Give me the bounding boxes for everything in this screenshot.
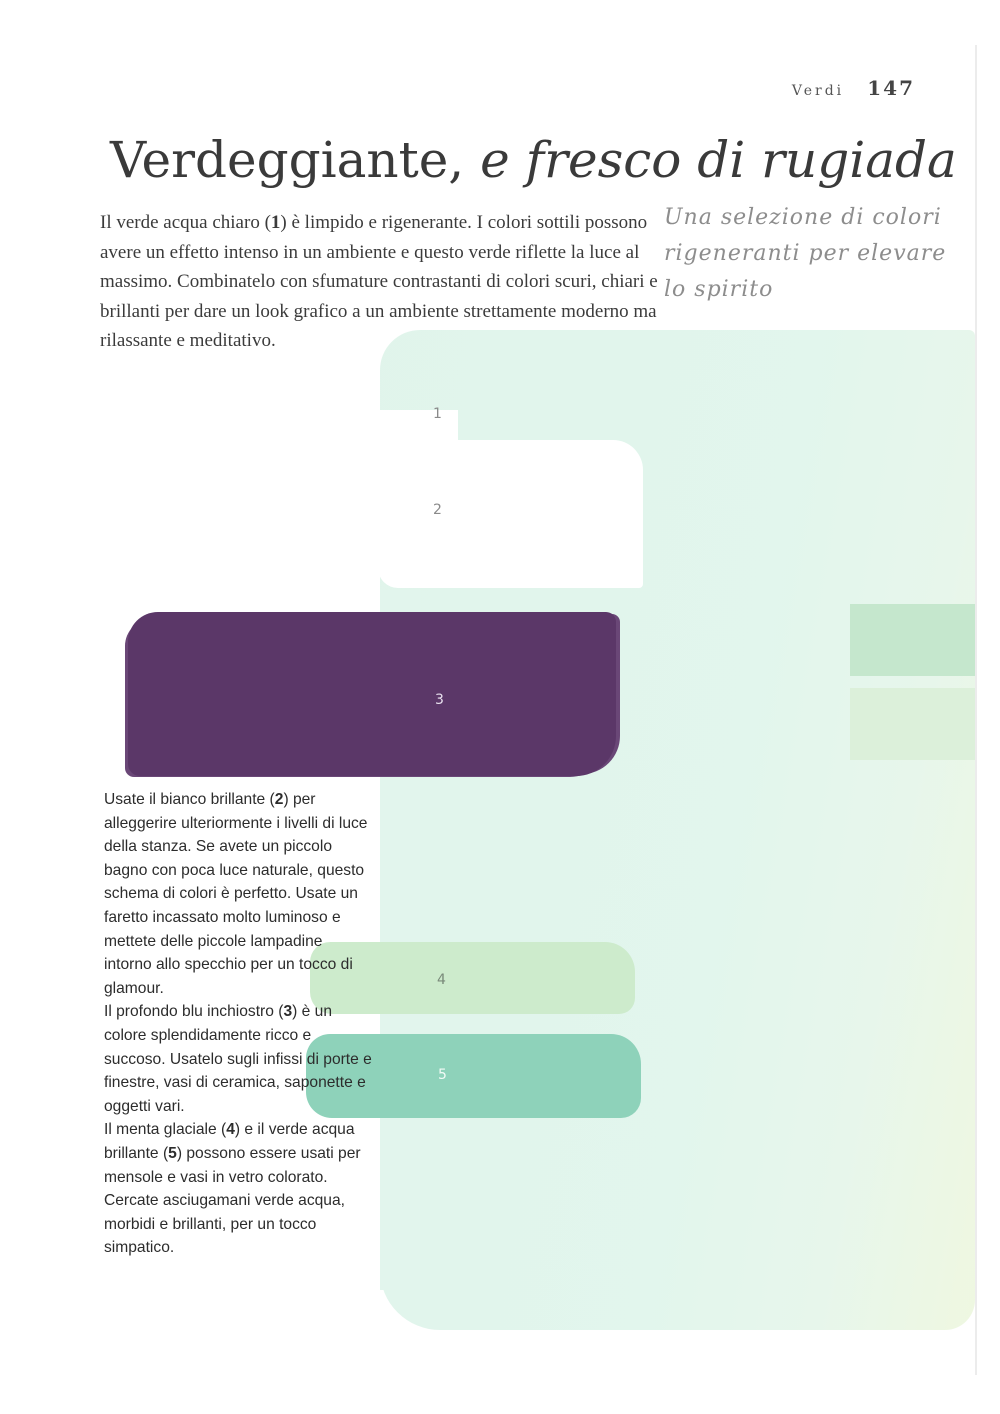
color-tab-pale [850, 688, 975, 760]
body-text: Usate il bianco brillante (2) per alleggerire ulteriormente i livelli di luce della stanza. Se avete un piccolo bagno con poca luce naturale, questo schema di colori è perfetto. Usate un faretto incassato molto luminoso e mettete delle piccole lampadine intorno allo specchio per un tocco di glamour. Il profondo blu inchiostro (3) è un colore splendidamente ricco e succoso. Usatelo sugli infissi di porte e finestre, vasi di ceramica, saponette e oggetti vari. Il menta glaciale (4) e il verde acqua brillante (5) possono essere usati per mensole e vasi in vetro colorato. Cercate asciugamani verde acqua, morbidi e brillanti, per un tocco simpatico. [104, 791, 372, 1257]
swatch-label-2: 2 [433, 502, 442, 518]
title-main: Verdeggiante, [110, 131, 481, 189]
section-name: Verdi [791, 83, 845, 99]
page-number: 147 [867, 76, 915, 100]
subtitle: Una selezione di colori rigeneranti per elevare lo spirito [664, 205, 947, 302]
swatch-label-4: 4 [437, 972, 446, 988]
title-italic: e fresco di rugiada [480, 131, 957, 189]
swatch-label-5: 5 [438, 1067, 447, 1083]
running-header [792, 76, 915, 100]
page-title [110, 128, 957, 192]
page-edge [975, 45, 977, 1375]
color-tab-light [850, 604, 975, 676]
swatch-label-1: 1 [433, 406, 442, 422]
swatch-2-brilliant-white [378, 440, 643, 588]
swatch-label-3: 3 [435, 692, 444, 708]
swatch-3-ink-purple [128, 612, 616, 776]
intro-paragraph: Il verde acqua chiaro (1) è limpido e rigenerante. I colori sottili possono avere un effetto intenso in un ambiente e questo verde riflette la luce al massimo. Combinatelo con sfumature contrastanti di colori scuri, chiari e brillanti per dare un look grafico a un ambiente strettamente moderno ma rilassante e meditativo. [100, 212, 658, 351]
